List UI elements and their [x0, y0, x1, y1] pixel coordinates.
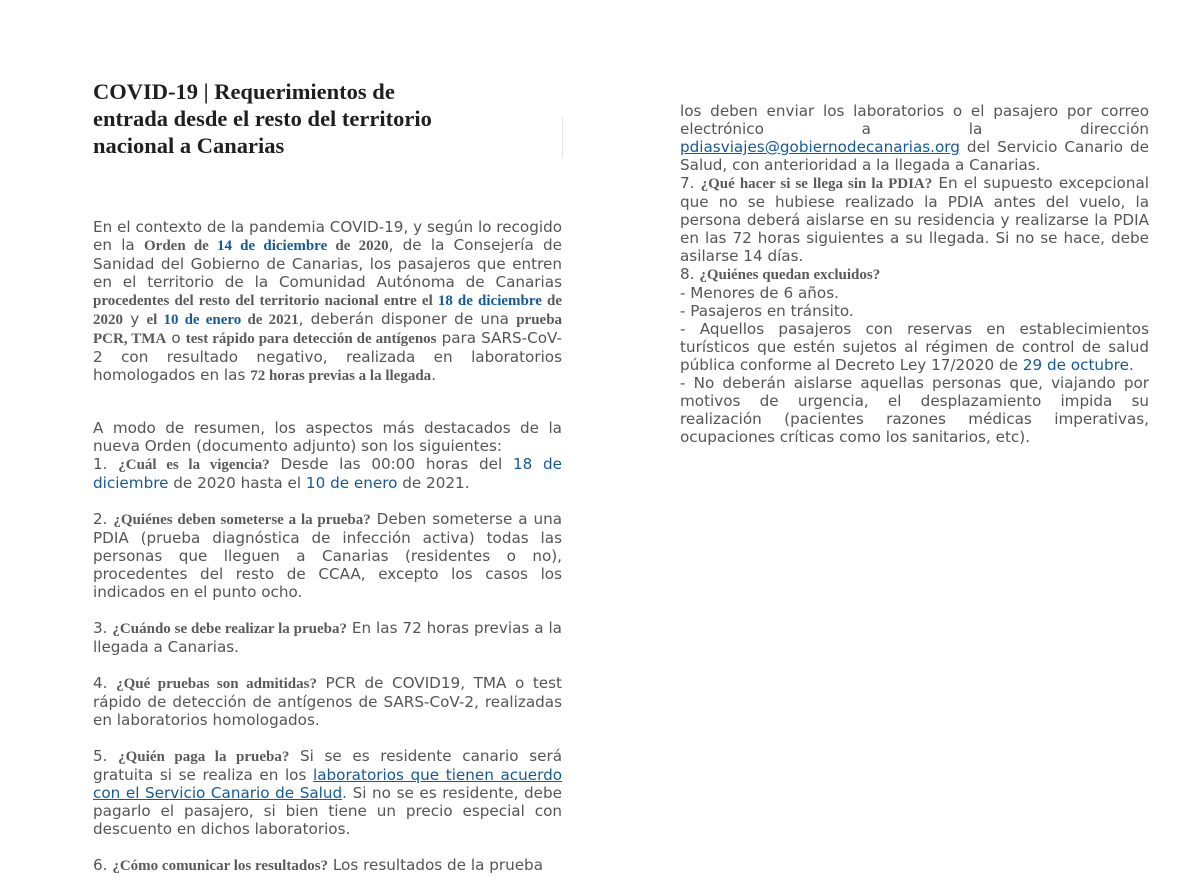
question-6: 6. ¿Cómo comunicar los resultados? Los resultados de la prueba: [93, 856, 543, 874]
page-title: COVID-19 | Requerimientos de entrada desde el resto del territorio nacional a Canarias: [93, 79, 432, 158]
right-column: [680, 102, 1149, 446]
laboratories-link[interactable]: laboratorios que tienen acuerdo con el Servicio Canario de Salud: [93, 766, 563, 802]
question-4: 4. ¿Qué pruebas son admitidas? PCR de COVID19, TMA o test rápido de detección de antígenos de SARS-CoV-2, realizadas en laboratorios homologados.: [93, 674, 562, 729]
left-column: [93, 218, 562, 875]
exclusion-item: - Pasajeros en tránsito.: [680, 302, 854, 320]
exclusion-item: - Aquellos pasajeros con reservas en establecimientos turísticos que estén sujetos al régimen de control de salud pública conforme al Decreto Ley 17/2020 de 29 de octubre.: [680, 320, 1149, 374]
question-1: 1. ¿Cuál es la vigencia? Desde las 00:00 horas del 18 de diciembre de 2020 hasta el 10 de enero de 2021.: [93, 455, 562, 492]
question-6-continued: los deben enviar los laboratorios o el pasajero por correo electrónico a la dirección pdiasviajes@gobiernodecanarias.org del Servicio Canario de Salud, con anterioridad a la llegada a Canarias.: [680, 102, 1149, 174]
question-3: 3. ¿Cuándo se debe realizar la prueba? En las 72 horas previas a la llegada a Canarias.: [93, 619, 562, 656]
exclusion-item: - No deberán aislarse aquellas personas que, viajando por motivos de urgencia, el desplazamiento impida su realización (pacientes razones médicas imperativas, ocupaciones críticas como los sanitarios, etc).: [680, 374, 1149, 446]
email-link[interactable]: pdiasviajes@gobiernodecanarias.org: [680, 138, 960, 156]
summary-text: A modo de resumen, los aspectos más destacados de la nueva Orden (documento adjunto) son los siguientes:: [93, 419, 562, 455]
divider: [562, 118, 563, 158]
question-7: 7. ¿Qué hacer si se llega sin la PDIA? En el supuesto excepcional que no se hubiese realizado la PDIA antes del vuelo, la persona deberá aislarse en su residencia y realizarse la PDIA en las 72 horas siguientes a su llegada. Si no se hace, debe asilarse 14 días.: [680, 174, 1149, 265]
question-5: 5. ¿Quién paga la prueba? Si se es residente canario será gratuita si se realiza en los laboratorios que tienen acuerdo con el Servicio Canario de Salud. Si no se es residente, debe pagarlo el pasajero, si bien tiene un precio especial con descuento en dichos laboratorios.: [93, 747, 563, 838]
question-2: 2. ¿Quiénes deben someterse a la prueba? Deben someterse a una PDIA (prueba diagnóstica de infección activa) todas las personas que lleguen a Canarias (residentes o no), procedentes del resto de CCAA, excepto los casos los indicados en el punto ocho.: [93, 510, 562, 601]
intro-paragraph: En el contexto de la pandemia COVID-19, y según lo recogido en la Orden de 14 de diciembre de 2020, de la Consejería de Sanidad del Gobierno de Canarias, los pasajeros que entren en el territorio de la Comunidad Autónoma de Canarias procedentes del resto del territorio nacional entre el 18 de diciembre de 2020 y el 10 de enero de 2021, deberán disponer de una prueba PCR, TMA o test rápido para detección de antígenos para SARS-CoV-2 con resultado negativo, realizada en laboratorios homologados en las 72 horas previas a la llegada.: [93, 218, 563, 384]
question-8: 8. ¿Quiénes quedan excluidos?: [680, 265, 881, 283]
exclusion-item: - Menores de 6 años.: [680, 284, 839, 302]
